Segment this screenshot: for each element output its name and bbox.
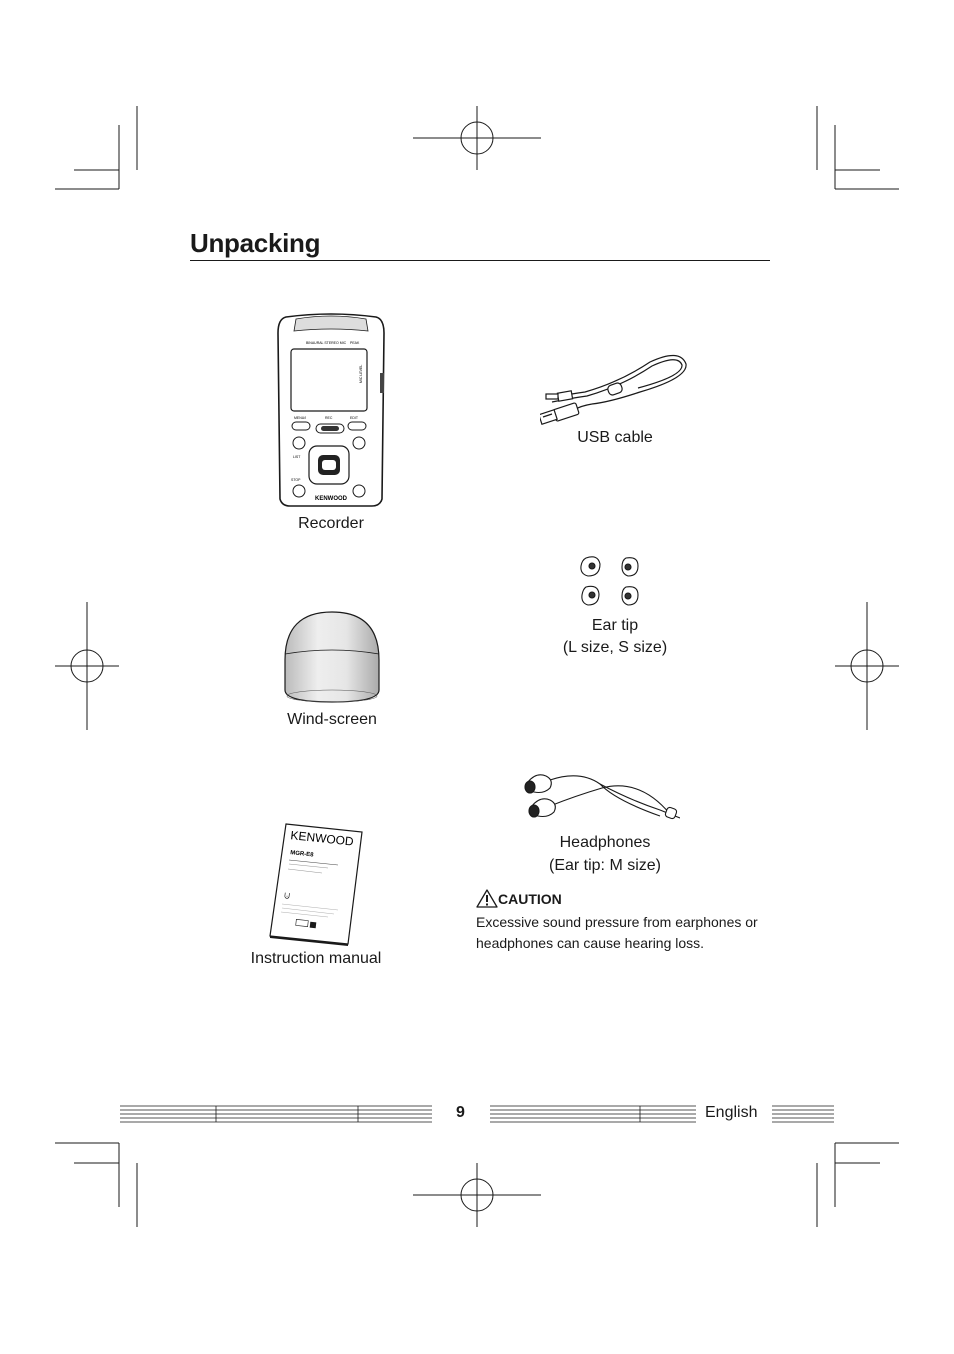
page-title: Unpacking xyxy=(190,228,321,258)
svg-text:⨃: ⨃ xyxy=(283,892,291,901)
wind-screen-illustration xyxy=(283,610,381,704)
caution-heading-text: CAUTION xyxy=(498,890,562,907)
ear-tips-illustration xyxy=(578,554,644,610)
usb-cable-illustration xyxy=(540,352,690,428)
wind-screen-caption: Wind-screen xyxy=(287,711,377,728)
recorder-peak-label: PEAK xyxy=(350,341,360,345)
headphones-illustration xyxy=(520,770,680,830)
headphones-caption-line1: Headphones xyxy=(559,834,651,851)
title-underline xyxy=(190,260,770,261)
headphones-caption-line2: (Ear tip: M size) xyxy=(548,857,661,874)
recorder-caption: Recorder xyxy=(298,515,364,532)
recorder-stop-label: STOP xyxy=(291,478,301,482)
ear-tip-small xyxy=(582,586,599,605)
usb-cable-caption: USB cable xyxy=(577,429,653,446)
ear-tip-large xyxy=(581,557,600,576)
recorder-illustration xyxy=(276,313,386,508)
recorder-edit-label: EDIT xyxy=(350,416,358,420)
recorder-rec-label: REC xyxy=(325,416,333,420)
instruction-manual-illustration xyxy=(268,822,364,946)
manual-logo: KENWOOD xyxy=(289,828,355,849)
recorder-list-label: LIST xyxy=(293,455,301,459)
ear-tip-small xyxy=(622,587,638,605)
recorder-top-label: BINAURAL STEREO MIC xyxy=(306,341,347,345)
ear-tip-large xyxy=(622,558,638,576)
manual-model: MGR-E8 xyxy=(289,850,314,859)
ear-tip-caption-line1: Ear tip xyxy=(591,617,639,634)
caution-text: Excessive sound pressure from earphones or headphones can cause hearing loss. xyxy=(476,914,758,951)
caution-heading xyxy=(476,889,562,908)
recorder-logo: KENWOOD xyxy=(315,496,347,502)
recorder-level-label: MIC LEVEL xyxy=(359,364,363,383)
instruction-manual-caption: Instruction manual xyxy=(250,950,382,967)
warning-icon xyxy=(476,889,498,908)
ear-tip-caption-line2: (L size, S size) xyxy=(562,639,668,656)
recorder-menu-label: MENU/I xyxy=(294,416,307,420)
page-number: 9 xyxy=(456,1104,465,1121)
language-label: English xyxy=(705,1104,758,1121)
